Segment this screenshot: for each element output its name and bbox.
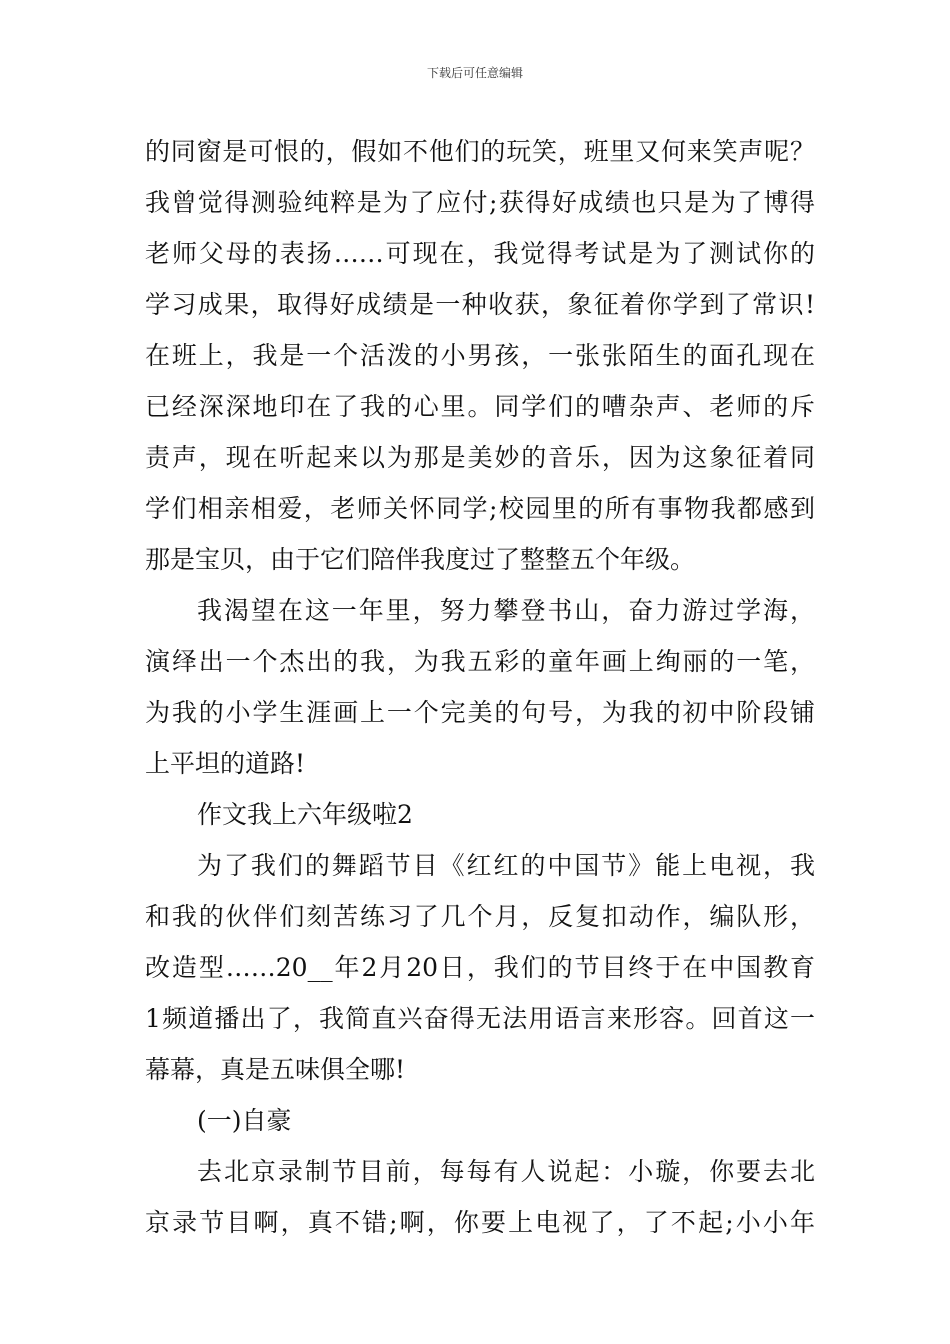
text-line: 已经深深地印在了我的心里。同学们的嘈杂声、老师的斥: [145, 392, 815, 421]
text-line: 演绎出一个杰出的我，为我五彩的童年画上绚丽的一笔，: [145, 647, 815, 676]
text-line: 幕幕，真是五味俱全哪!: [145, 1055, 406, 1084]
text-line: 作文我上六年级啦2: [197, 800, 413, 829]
text-line: 改造型……20__年2月20日，我们的节目终于在中国教育: [145, 953, 815, 982]
text-line: 去北京录制节目前，每每有人说起：小璇，你要去北: [197, 1157, 815, 1186]
text-line: 上平坦的道路!: [145, 749, 306, 778]
text-line: 在班上，我是一个活泼的小男孩，一张张陌生的面孔现在: [145, 341, 815, 370]
text-line: 的同窗是可恨的，假如不他们的玩笑，班里又何来笑声呢？: [145, 137, 815, 166]
document-body: [145, 126, 815, 1248]
text-line: 学习成果，取得好成绩是一种收获，象征着你学到了常识!: [145, 290, 815, 319]
text-line: 京录节目啊，真不错;啊，你要上电视了，了不起;小小年: [145, 1208, 815, 1237]
text-line: (一)自豪: [197, 1106, 292, 1135]
text-line: 为了我们的舞蹈节目《红红的中国节》能上电视，我: [197, 851, 815, 880]
page-header: 下载后可任意编辑: [426, 66, 523, 80]
text-line: 学们相亲相爱，老师关怀同学;校园里的所有事物我都感到: [145, 494, 815, 523]
text-line: 我渴望在这一年里，努力攀登书山，奋力游过学海，: [197, 596, 815, 625]
text-line: 1频道播出了，我简直兴奋得无法用语言来形容。回首这一: [145, 1004, 815, 1033]
text-line: 我曾觉得测验纯粹是为了应付;获得好成绩也只是为了博得: [145, 188, 815, 217]
text-line: 那是宝贝，由于它们陪伴我度过了整整五个年级。: [145, 545, 696, 574]
text-line: 和我的伙伴们刻苦练习了几个月，反复扣动作，编队形，: [145, 902, 815, 931]
text-line: 为我的小学生涯画上一个完美的句号，为我的初中阶段铺: [145, 698, 815, 727]
text-line: 老师父母的表扬……可现在，我觉得考试是为了测试你的: [145, 239, 815, 268]
text-line: 责声，现在听起来以为那是美妙的音乐，因为这象征着同: [145, 443, 815, 472]
